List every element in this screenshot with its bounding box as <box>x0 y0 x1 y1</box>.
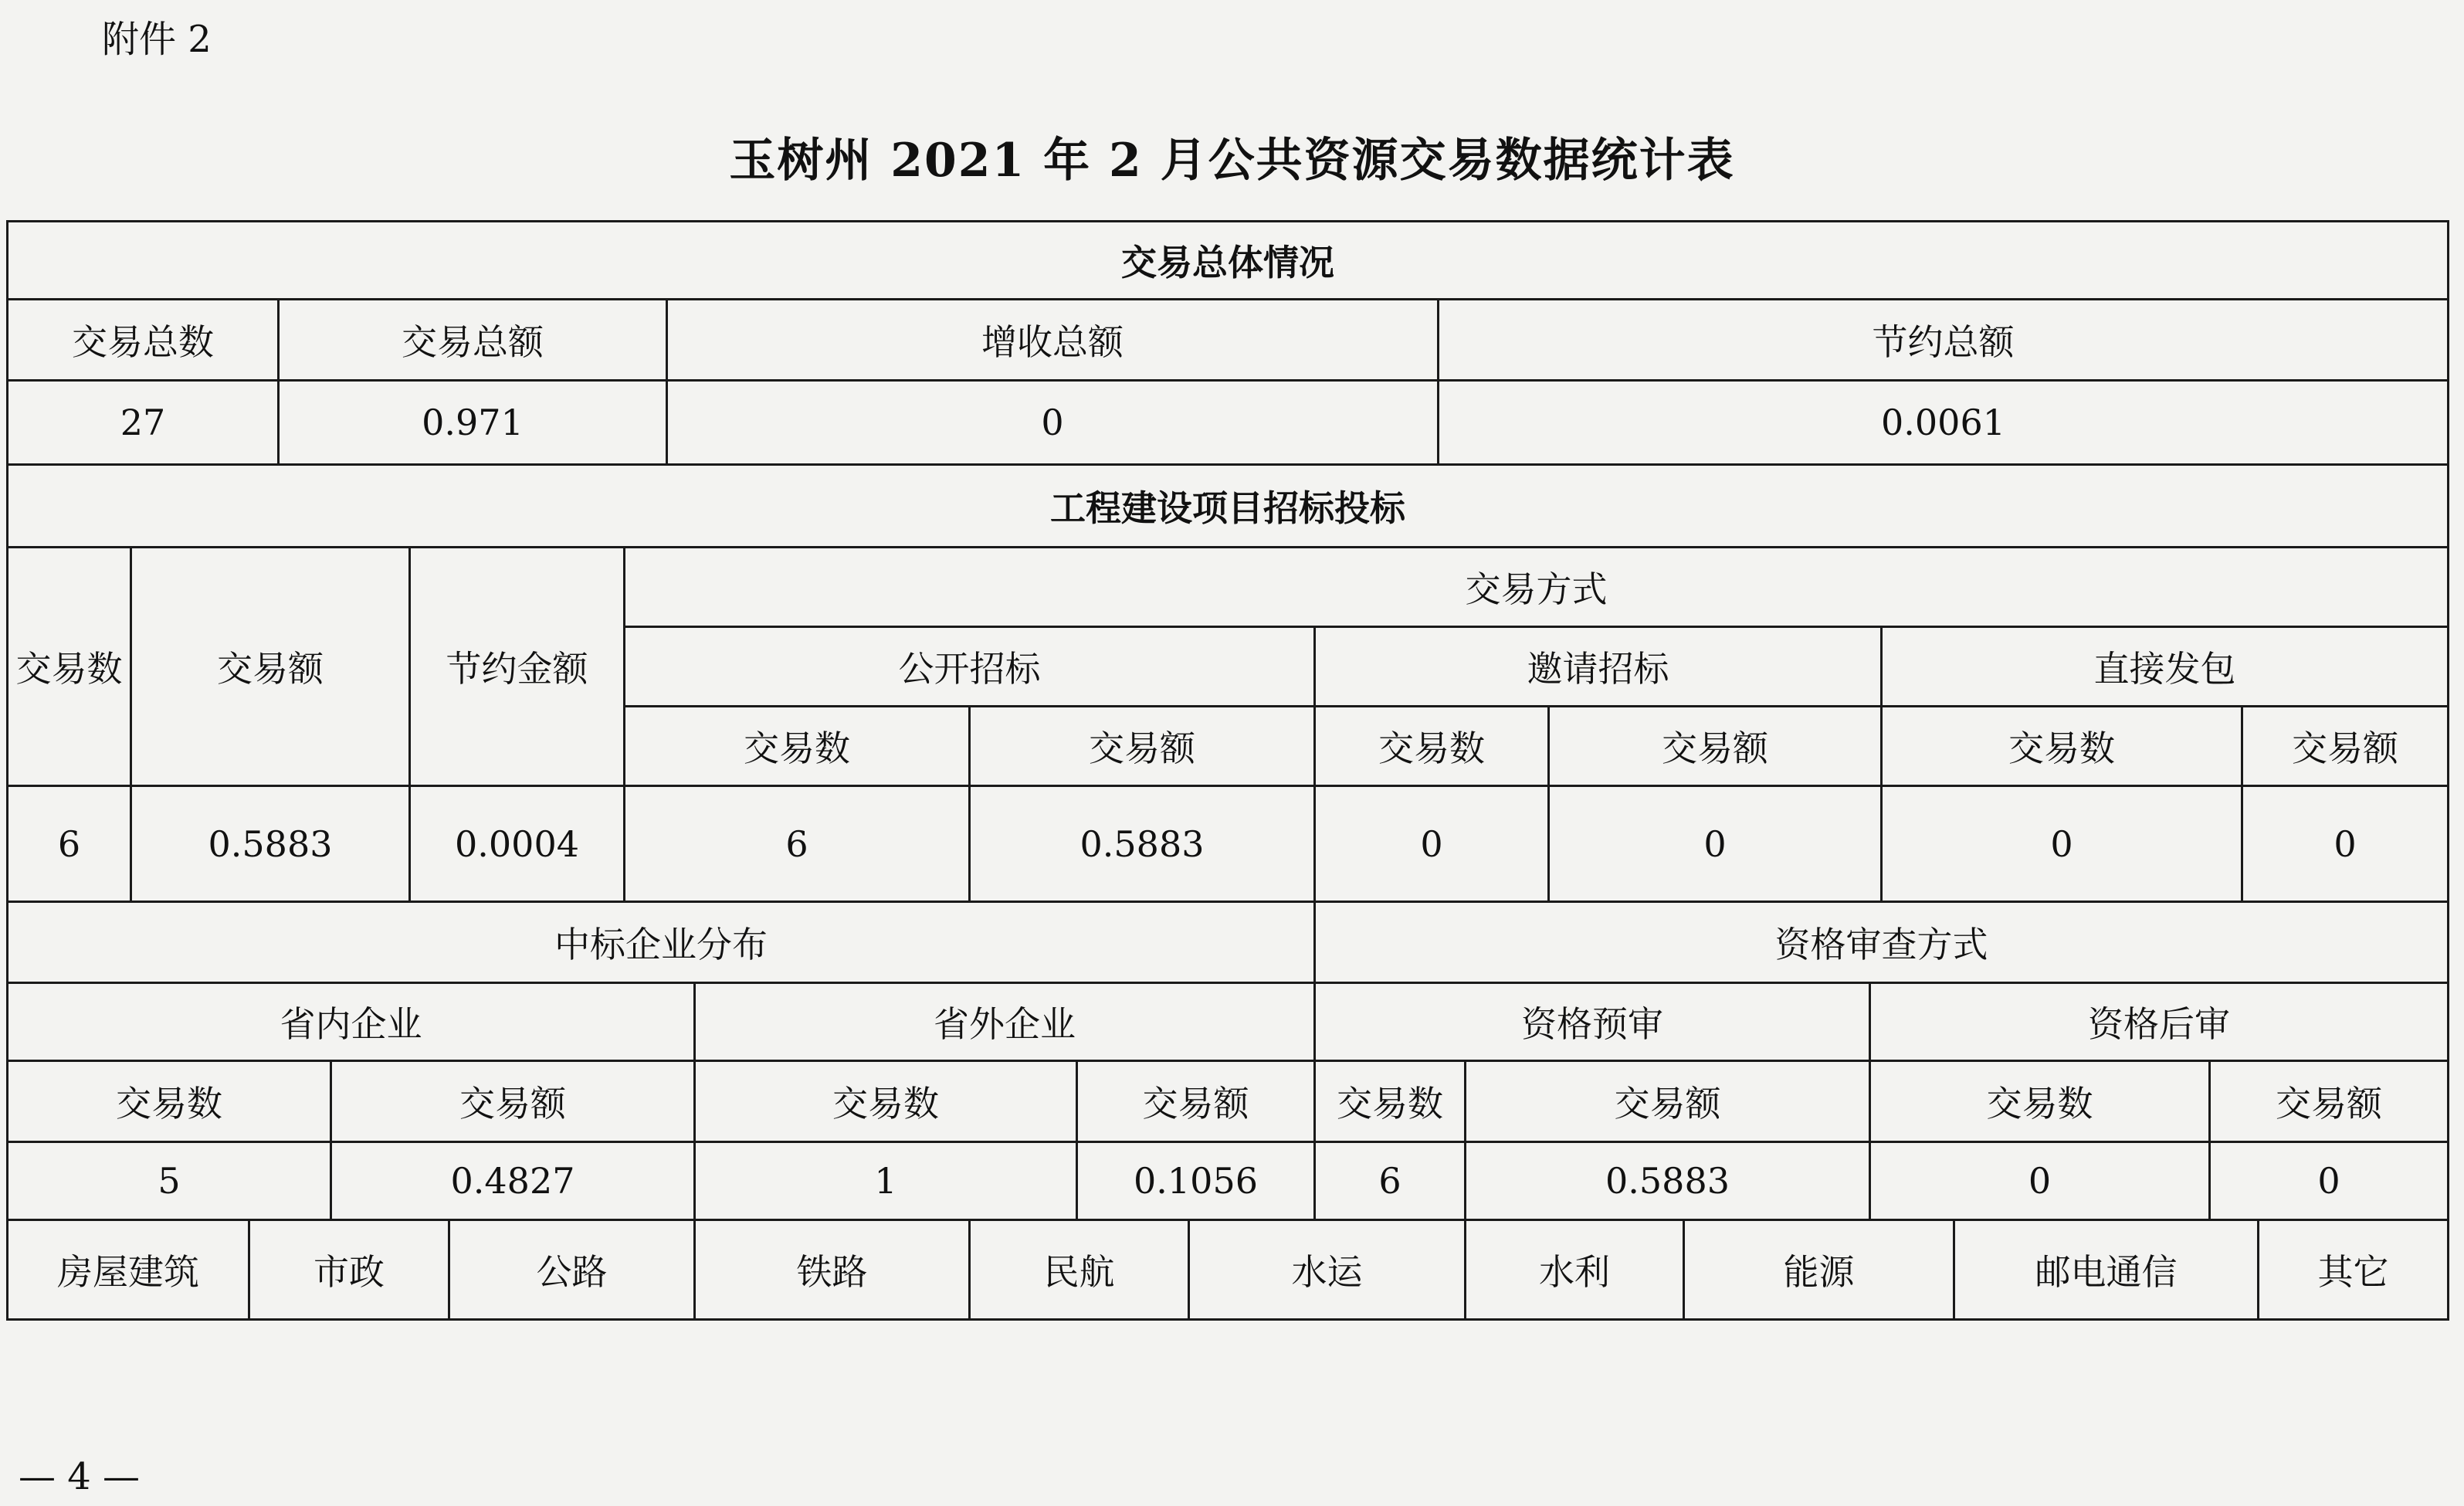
eng-val-count: 6 <box>6 785 132 903</box>
open-bid-amount-label: 交易额 <box>968 705 1316 787</box>
direct-contract-amount: 0 <box>2241 785 2449 903</box>
pre-review-count: 6 <box>1313 1141 1466 1221</box>
category-energy: 能源 <box>1683 1219 1955 1321</box>
invite-bid-amount-label: 交易额 <box>1547 705 1883 787</box>
category-highway: 公路 <box>448 1219 696 1321</box>
post-review-count: 0 <box>1869 1141 2211 1221</box>
pre-review-count-label: 交易数 <box>1313 1060 1466 1143</box>
engineering-header: 工程建设项目招标投标 <box>6 463 2449 548</box>
overall-header: 交易总体情况 <box>6 220 2449 300</box>
category-water-conservancy: 水利 <box>1464 1219 1685 1321</box>
open-bid-header: 公开招标 <box>623 626 1316 707</box>
in-province-header: 省内企业 <box>6 982 696 1062</box>
page-title: 玉树州 2021 年 2 月公共资源交易数据统计表 <box>729 134 1735 188</box>
category-other: 其它 <box>2257 1219 2449 1321</box>
category-railway: 铁路 <box>693 1219 971 1321</box>
post-review-header: 资格后审 <box>1869 982 2449 1062</box>
col-total-count: 交易总数 <box>6 298 280 382</box>
val-total-count: 27 <box>6 379 280 466</box>
category-housing: 房屋建筑 <box>6 1219 250 1321</box>
col-saving-total: 节约总额 <box>1437 298 2449 382</box>
out-province-header: 省外企业 <box>693 982 1316 1062</box>
direct-contract-header: 直接发包 <box>1880 626 2449 707</box>
page-number: — 4 — <box>19 1455 141 1498</box>
val-increase-total: 0 <box>666 379 1439 466</box>
eng-col-saving: 节约金额 <box>408 546 625 787</box>
val-total-amount: 0.971 <box>277 379 668 466</box>
col-total-amount: 交易总额 <box>277 298 668 382</box>
direct-contract-amount-label: 交易额 <box>2241 705 2449 787</box>
open-bid-amount: 0.5883 <box>968 785 1316 903</box>
out-province-count-label: 交易数 <box>693 1060 1078 1143</box>
pre-review-header: 资格预审 <box>1313 982 1871 1062</box>
eng-col-count: 交易数 <box>6 546 132 787</box>
attachment-label: 附件 2 <box>102 18 212 61</box>
invite-bid-header: 邀请招标 <box>1313 626 1883 707</box>
post-review-amount: 0 <box>2208 1141 2449 1221</box>
in-province-count-label: 交易数 <box>6 1060 332 1143</box>
out-province-count: 1 <box>693 1141 1078 1221</box>
in-province-amount-label: 交易额 <box>330 1060 696 1143</box>
category-aviation: 民航 <box>968 1219 1190 1321</box>
category-water-transport: 水运 <box>1188 1219 1466 1321</box>
qualification-header: 资格审查方式 <box>1313 901 2449 984</box>
out-province-amount-label: 交易额 <box>1076 1060 1316 1143</box>
eng-val-saving: 0.0004 <box>408 785 625 903</box>
eng-col-amount: 交易额 <box>130 546 411 787</box>
category-post-telecom: 邮电通信 <box>1953 1219 2259 1321</box>
open-bid-count: 6 <box>623 785 971 903</box>
pre-review-amount-label: 交易额 <box>1464 1060 1871 1143</box>
pre-review-amount: 0.5883 <box>1464 1141 1871 1221</box>
col-increase-total: 增收总额 <box>666 298 1439 382</box>
winners-header: 中标企业分布 <box>6 901 1316 984</box>
direct-contract-count: 0 <box>1880 785 2243 903</box>
post-review-count-label: 交易数 <box>1869 1060 2211 1143</box>
in-province-amount: 0.4827 <box>330 1141 696 1221</box>
open-bid-count-label: 交易数 <box>623 705 971 787</box>
val-saving-total: 0.0061 <box>1437 379 2449 466</box>
direct-contract-count-label: 交易数 <box>1880 705 2243 787</box>
category-municipal: 市政 <box>248 1219 450 1321</box>
invite-bid-count-label: 交易数 <box>1313 705 1550 787</box>
eng-val-amount: 0.5883 <box>130 785 411 903</box>
out-province-amount: 0.1056 <box>1076 1141 1316 1221</box>
post-review-amount-label: 交易额 <box>2208 1060 2449 1143</box>
invite-bid-amount: 0 <box>1547 785 1883 903</box>
in-province-count: 5 <box>6 1141 332 1221</box>
invite-bid-count: 0 <box>1313 785 1550 903</box>
trade-mode-header: 交易方式 <box>623 546 2449 628</box>
